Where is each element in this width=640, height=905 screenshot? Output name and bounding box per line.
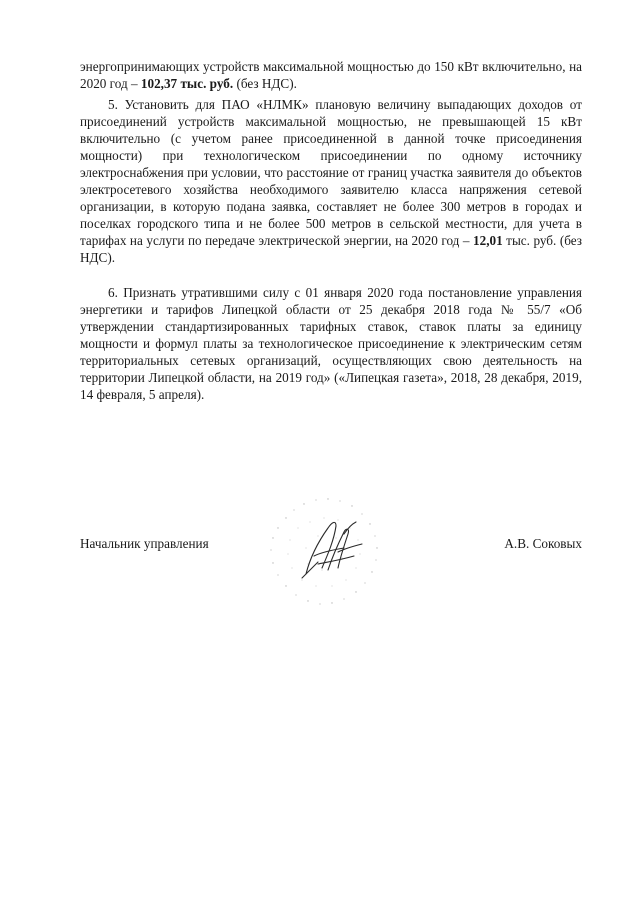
signer-title: Начальник управления [80, 536, 209, 551]
paragraph-6 [80, 284, 582, 403]
paragraph-5 [80, 96, 582, 266]
paragraph-continuation-text: энергопринимающих устройств максимальной мощностью до 150 кВт включительно, на 2020 год – [80, 59, 582, 91]
amount-bold: 102,37 тыс. руб. [140, 76, 234, 91]
paragraph-continuation-tail: (без НДС). [233, 76, 297, 91]
signer-name: А.В. Соковых [504, 536, 582, 551]
paragraph-continuation [80, 58, 582, 92]
paragraph-5-tail: тыс. руб. (без НДС). [80, 233, 582, 265]
signature-block [80, 536, 582, 556]
paragraph-6-text: 6. Признать утратившими силу с 01 января 2020 года постановление управления энергетики и тарифов Липецкой области от 25 декабря 2018 года № 55/7 «Об утверждении стандартизированных тарифных ставок, ставок платы за единицу мощности и формул платы за технологическое присоединение к электрическим сетям территориальных сетевых организаций, осуществляющих свою деятельность на территории Липецкой области, на 2019 год» («Липецкая газета», 2018, 28 декабря, 2019, 14 февраля, 5 апреля). [80, 285, 582, 402]
amount-bold: 12,01 [473, 233, 503, 248]
paragraph-5-text: 5. Установить для ПАО «НЛМК» плановую величину выпадающих доходов от присоединений устройств максимальной мощностью, не превышающей 15 кВт включительно (с учетом ранее присоединенной в данной точке присоединения мощности) при технологическом присоединении по одному источнику электроснабжения при условии, что расстояние от границ участка заявителя до объектов электросетевого хозяйства необходимого заявителю класса напряжения сетевой организации, в которую подана заявка, составляет не более 300 метров в городах и поселках городского типа и не более 500 метров в сельской местности, для учета в тарифах на услуги по передаче электрической энергии, на 2020 год – [80, 97, 582, 248]
